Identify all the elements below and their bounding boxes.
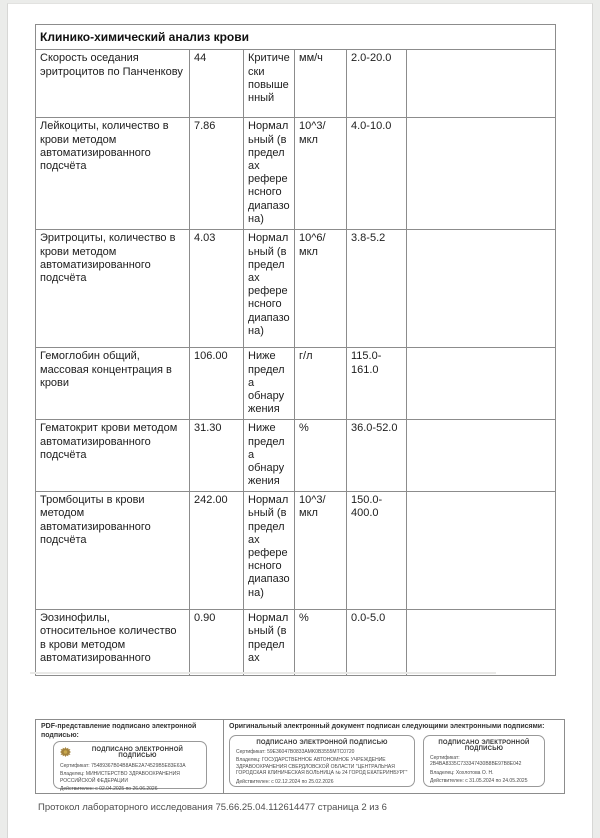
stamp-validity: Действителен: с 02.04.2025 по 26.06.2026: [60, 786, 158, 792]
test-status-cell: Ниже предела обнаружения: [244, 420, 295, 492]
test-name-cell: Гематокрит крови методом автоматизированного подсчёта: [36, 420, 190, 492]
test-unit-cell: 10^3/мкл: [295, 492, 347, 610]
test-ref-range-cell: 4.0-10.0: [347, 118, 407, 230]
test-name-cell: Эритроциты, количество в крови методом автоматизированного подсчёта: [36, 230, 190, 348]
test-unit-cell: г/л: [295, 348, 347, 420]
test-ref-range-cell: 2.0-20.0: [347, 50, 407, 118]
test-unit-cell: %: [295, 610, 347, 676]
test-value-cell: 4.03: [190, 230, 244, 348]
table-row: [36, 420, 556, 492]
stamp-header-text: ПОДПИСАНО ЭЛЕКТРОННОЙ ПОДПИСЬЮ: [438, 739, 530, 752]
stamp-header-text: ПОДПИСАНО ЭЛЕКТРОННОЙ ПОДПИСЬЮ: [256, 739, 388, 746]
test-unit-cell: %: [295, 420, 347, 492]
pdf-signature-title: PDF-представление подписано электронной подписью:: [41, 723, 197, 739]
test-value-cell: 242.00: [190, 492, 244, 610]
stamp-certificate: Сертификат: 2B4BA8335C733347430B8BE97B8E042: [430, 754, 522, 768]
signature-stamp-ministry: [53, 741, 207, 792]
original-signatures-cell: [224, 720, 564, 793]
table-row: [36, 50, 556, 118]
pdf-signature-cell: [36, 720, 224, 793]
table-row: [36, 230, 556, 348]
table-row: [36, 610, 556, 676]
test-value-cell: 44: [190, 50, 244, 118]
test-unit-cell: 10^3/мкл: [295, 118, 347, 230]
stamp-header-text: ПОДПИСАНО ЭЛЕКТРОННОЙ ПОДПИСЬЮ: [91, 746, 184, 759]
test-name-cell: Гемоглобин общий, массовая концентрация в крови: [36, 348, 190, 420]
test-value-cell: 7.86: [190, 118, 244, 230]
test-ref-range-cell: 36.0-52.0: [347, 420, 407, 492]
table-section-header-row: [36, 25, 556, 50]
test-value-cell: 106.00: [190, 348, 244, 420]
test-value-cell: 0.90: [190, 610, 244, 676]
stamp-validity: Действителен: с 31.05.2024 по 24.05.2025: [430, 778, 528, 785]
test-ref-range-cell: 115.0-161.0: [347, 348, 407, 420]
page-break-separator: [30, 672, 496, 674]
original-signatures-title: Оригинальный электронный документ подписан следующими электронными подписями:: [229, 723, 545, 730]
section-title: Клинико-химический анализ крови: [36, 25, 556, 50]
test-status-cell: Критически повышенный: [244, 50, 295, 118]
stamp-validity: Действителен: с 02.12.2024 по 25.02.2026: [236, 778, 334, 785]
empty-cell: [407, 50, 556, 118]
test-ref-range-cell: 150.0-400.0: [347, 492, 407, 610]
stamp-owner: Владелец: МИНИСТЕРСТВО ЗДРАВООХРАНЕНИЯ РОССИЙСКОЙ ФЕДЕРАЦИИ: [60, 771, 180, 784]
test-status-cell: Ниже предела обнаружения: [244, 348, 295, 420]
signature-stamp-person: [423, 735, 545, 787]
stamp-certificate: Сертификат: 59E36047B0833AMK0B3555MTC0720: [236, 748, 355, 755]
table-row: [36, 492, 556, 610]
test-status-cell: Нормальный (в пределах: [244, 610, 295, 676]
test-unit-cell: мм/ч: [295, 50, 347, 118]
empty-cell: [407, 492, 556, 610]
table-row: [36, 348, 556, 420]
signature-stamp-hospital: [229, 735, 415, 787]
test-status-cell: Нормальный (в пределах референсного диапазона): [244, 230, 295, 348]
table-row: [36, 118, 556, 230]
empty-cell: [407, 420, 556, 492]
test-unit-cell: 10^6/мкл: [295, 230, 347, 348]
stamp-owner: Владелец: Хохлотова О. Н.: [430, 769, 494, 776]
empty-cell: [407, 118, 556, 230]
document-page: [7, 3, 593, 838]
empty-cell: [407, 610, 556, 676]
test-status-cell: Нормальный (в пределах референсного диапазона): [244, 492, 295, 610]
stamp-owner: Владелец: ГОСУДАРСТВЕННОЕ АВТОНОМНОЕ УЧРЕЖДЕНИЕ ЗДРАВООХРАНЕНИЯ СВЕРДЛОВСКОЙ ОБЛАСТИ "ЦЕНТРАЛЬНАЯ ГОРОДСКАЯ КЛИНИЧЕСКАЯ БОЛЬНИЦА № 24 ГОРОД ЕКАТЕРИНБУРГ": [236, 757, 408, 777]
stamp-certificate: Сертификат: 75489367B04B8ABE2A74529B5E83E63A: [60, 762, 186, 769]
test-ref-range-cell: 0.0-5.0: [347, 610, 407, 676]
test-name-cell: Скорость оседания эритроцитов по Панченкову: [36, 50, 190, 118]
test-status-cell: Нормальный (в пределах референсного диапазона): [244, 118, 295, 230]
test-ref-range-cell: 3.8-5.2: [347, 230, 407, 348]
test-value-cell: 31.30: [190, 420, 244, 492]
test-name-cell: Лейкоциты, количество в крови методом автоматизированного подсчёта: [36, 118, 190, 230]
lab-results-table: [35, 24, 556, 676]
test-name-cell: Эозинофилы, относительное количество в крови методом автоматизированного: [36, 610, 190, 676]
protocol-footer: Протокол лабораторного исследования 75.66.25.04.112614477 страница 2 из 6: [38, 802, 387, 813]
empty-cell: [407, 230, 556, 348]
test-name-cell: Тромбоциты в крови методом автоматизированного подсчёта: [36, 492, 190, 610]
signatures-block: [35, 719, 565, 794]
empty-cell: [407, 348, 556, 420]
russia-emblem-icon: [60, 746, 71, 760]
